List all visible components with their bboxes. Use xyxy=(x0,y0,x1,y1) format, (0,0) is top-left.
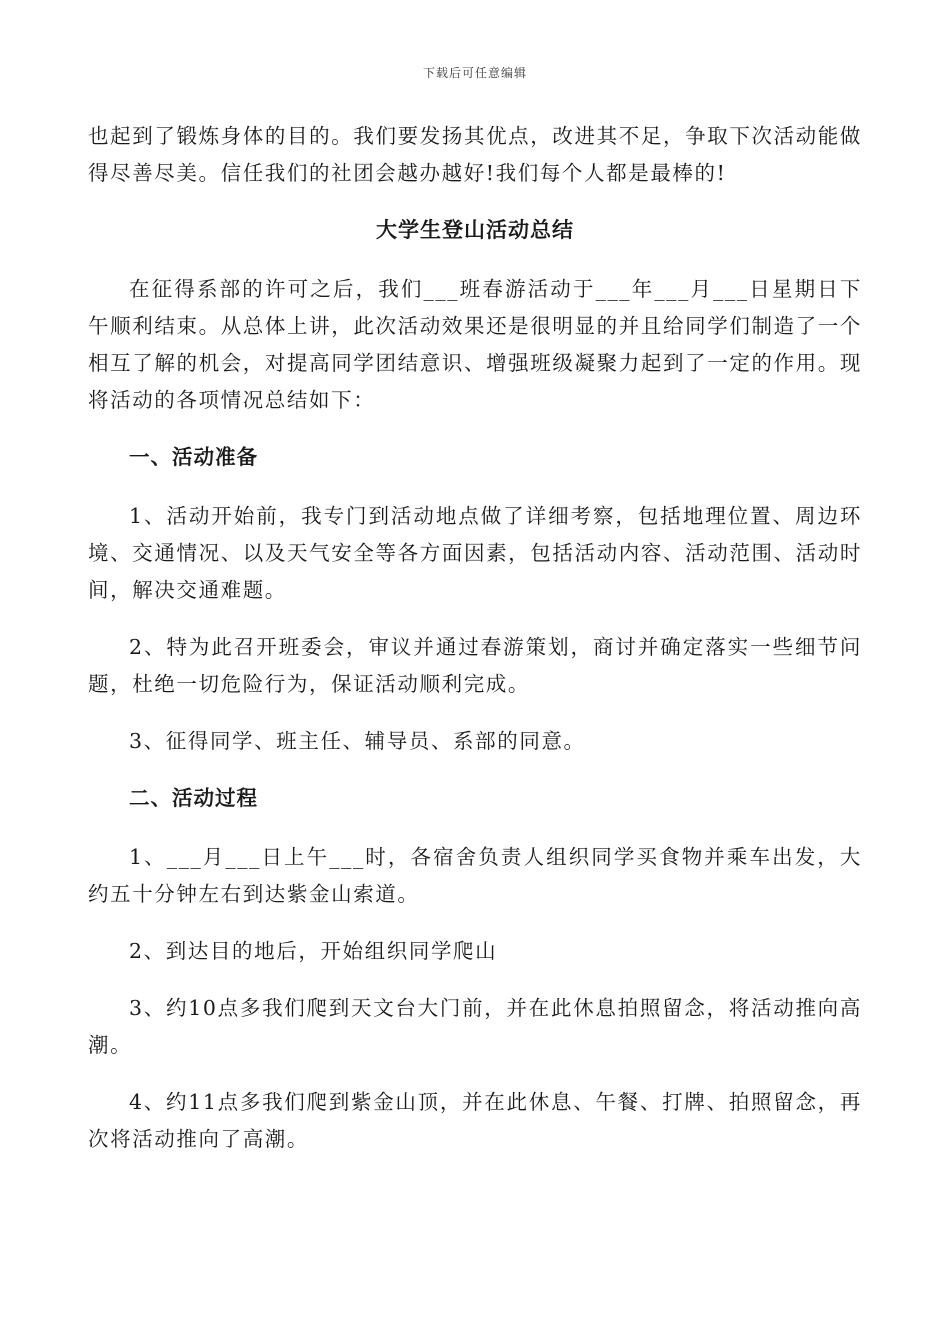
intro-continuation-paragraph: 也起到了锻炼身体的目的。我们要发扬其优点，改进其不足，争取下次活动能做得尽善尽美。信任我们的社团会越办越好!我们每个人都是最棒的! xyxy=(88,124,862,185)
opening-paragraph: 在征得系部的许可之后，我们___班春游活动于___年___月___日星期日下午顺利结束。从总体上讲，此次活动效果还是很明显的并且给同学们制造了一个相互了解的机会，对提高同学团结意识、增强班级凝聚力起到了一定的作用。现将活动的各项情况总结如下： xyxy=(88,277,862,412)
section-heading-preparation: 一、活动准备 xyxy=(129,445,258,469)
header-note: 下载后可任意编辑 xyxy=(422,66,527,80)
process-item-2: 2、到达目的地后，开始组织同学爬山 xyxy=(129,939,498,963)
process-item-1: 1、___月___日上午___时，各宿舍负责人组织同学买食物并乘车出发，大约五十分钟左右到达紫金山索道。 xyxy=(88,845,862,906)
preparation-item-3: 3、征得同学、班主任、辅导员、系部的同意。 xyxy=(129,729,586,753)
section-heading-process: 二、活动过程 xyxy=(129,786,258,810)
document-body xyxy=(88,118,862,1178)
process-item-4: 4、约11点多我们爬到紫金山顶，并在此休息、午餐、打牌、拍照留念，再次将活动推向了高潮。 xyxy=(88,1090,862,1151)
preparation-item-2: 2、特为此召开班委会，审议并通过春游策划，商讨并确定落实一些细节问题，杜绝一切危险行为，保证活动顺利完成。 xyxy=(88,635,862,696)
document-title: 大学生登山活动总结 xyxy=(376,218,574,242)
preparation-item-1: 1、活动开始前，我专门到活动地点做了详细考察，包括地理位置、周边环境、交通情况、以及天气安全等各方面因素，包括活动内容、活动范围、活动时间，解决交通难题。 xyxy=(88,504,862,602)
process-item-3: 3、约10点多我们爬到天文台大门前，并在此休息拍照留念，将活动推向高潮。 xyxy=(88,996,862,1057)
